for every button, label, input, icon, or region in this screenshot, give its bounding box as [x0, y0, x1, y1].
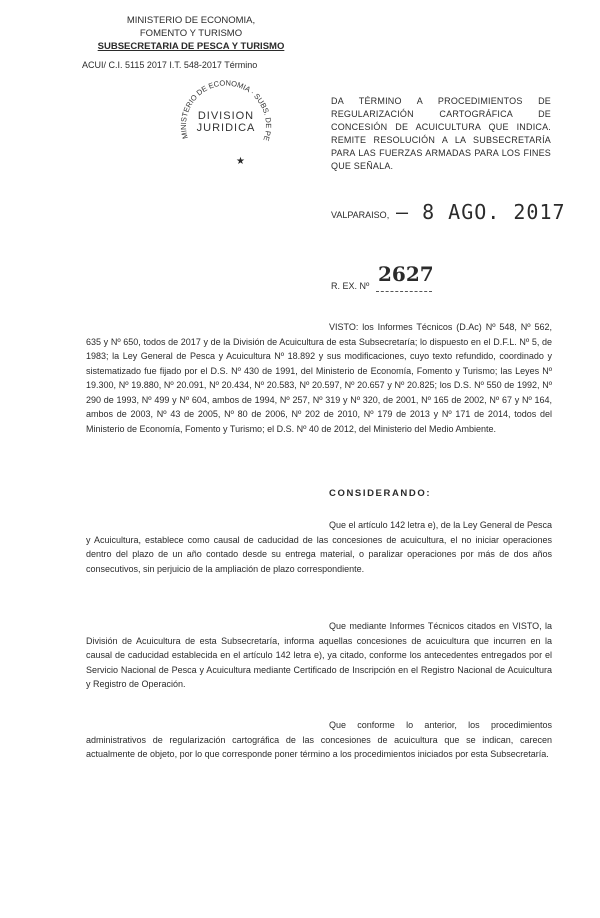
ministry-header [96, 14, 286, 53]
file-reference: ACUI/ C.I. 5115 2017 I.T. 548-2017 Término [82, 60, 258, 70]
subsecretaria-name: SUBSECRETARIA DE PESCA Y TURISMO [97, 41, 285, 52]
stamp-ring-text: MINISTERIO DE ECONOMIA · SUBS. DE PE [178, 80, 274, 143]
resolution-date: – 8 AGO. 2017 [396, 200, 566, 224]
considerando-paragraph-2: Que mediante Informes Técnicos citados en VISTO, la División de Acuicultura de esta Subsecretaría, informa aquellas concesiones de acuicultura que incurren en la causal de caducidad establecida en el artículo 142 letra e), ya citado, conforme los antecedentes entregados por el Servicio Nacional de Pesca y Acuicultura mediante Certificado de Inscripción en el Registro Nacional de Acuicultura y Registro de Operación. [86, 621, 552, 689]
stamp-center [176, 110, 276, 134]
stamp-line-juridica: JURIDICA [196, 122, 256, 134]
rex-underline [376, 291, 432, 292]
star-icon: ★ [236, 156, 245, 167]
rex-number: 2627 [378, 262, 434, 286]
considerando-paragraph-3: Que conforme lo anterior, los procedimientos administrativos de regularización cartográfica de las concesiones de acuicultura que se indican, carecen actualmente de objeto, por lo que corresponde poner término a los procedimientos iniciados por esta Subsecretaría. [86, 720, 552, 759]
considerando-heading: CONSIDERANDO: [329, 488, 432, 499]
stamp-line-division: DIVISION [197, 110, 255, 122]
division-stamp [176, 80, 276, 176]
ministry-subname: FOMENTO Y TURISMO [139, 28, 243, 39]
place-label: VALPARAISO, [331, 210, 390, 220]
considerando-paragraph-1: Que el artículo 142 letra e), de la Ley General de Pesca y Acuicultura, establece como causal de caducidad de las concesiones de acuicultura, el no iniciar operaciones dentro del plazo de un año contado desde su entrega material, o paralizar operaciones por más de dos años consecutivos, sin perjuicio de la ampliación de plazo correspondiente. [86, 520, 552, 574]
rex-label: R. EX. Nº [331, 281, 370, 291]
resolution-summary: DA TÉRMINO A PROCEDIMIENTOS DE REGULARIZACIÓN CARTOGRÁFICA DE CONCESIÓN DE ACUICULTURA QUE INDICA. REMITE RESOLUCIÓN A LA SUBSECRETARÍA PARA LAS FUERZAS ARMADAS PARA LOS FINES QUE SEÑALA. [331, 96, 551, 171]
visto-paragraph: VISTO: los Informes Técnicos (D.Ac) Nº 548, Nº 562, 635 y Nº 650, todos de 2017 y de la División de Acuicultura de esta Subsecretaría; lo dispuesto en el D.F.L. Nº 5, de 1983; la Ley General de Pesca y Acuicultura Nº 18.892 y sus modificaciones, cuyo texto refundido, coordinado y sistematizado fue fijado por el D.S. Nº 430 de 1991, del Ministerio de Economía, Fomento y Turismo; las Leyes Nº 19.300, Nº 19.880, Nº 20.091, Nº 20.434, Nº 20.583, Nº 20.597, Nº 20.657 y Nº 20.825; los D.S. Nº 550 de 1992, Nº 290 de 1993, Nº 499 y Nº 604, ambos de 1994, Nº 257, Nº 319 y Nº 320, de 2001, Nº 165 de 2002, Nº 67 y Nº 164, ambos de 2003, Nº 43 de 2005, Nº 80 de 2006, Nº 202 de 2010, Nº 179 de 2013 y Nº 171 de 2014, todos del Ministerio de Economía, Fomento y Turismo; el D.S. Nº 40 de 2012, del Ministerio del Medio Ambiente. [86, 322, 552, 434]
ministry-name: MINISTERIO DE ECONOMIA, [126, 15, 256, 26]
